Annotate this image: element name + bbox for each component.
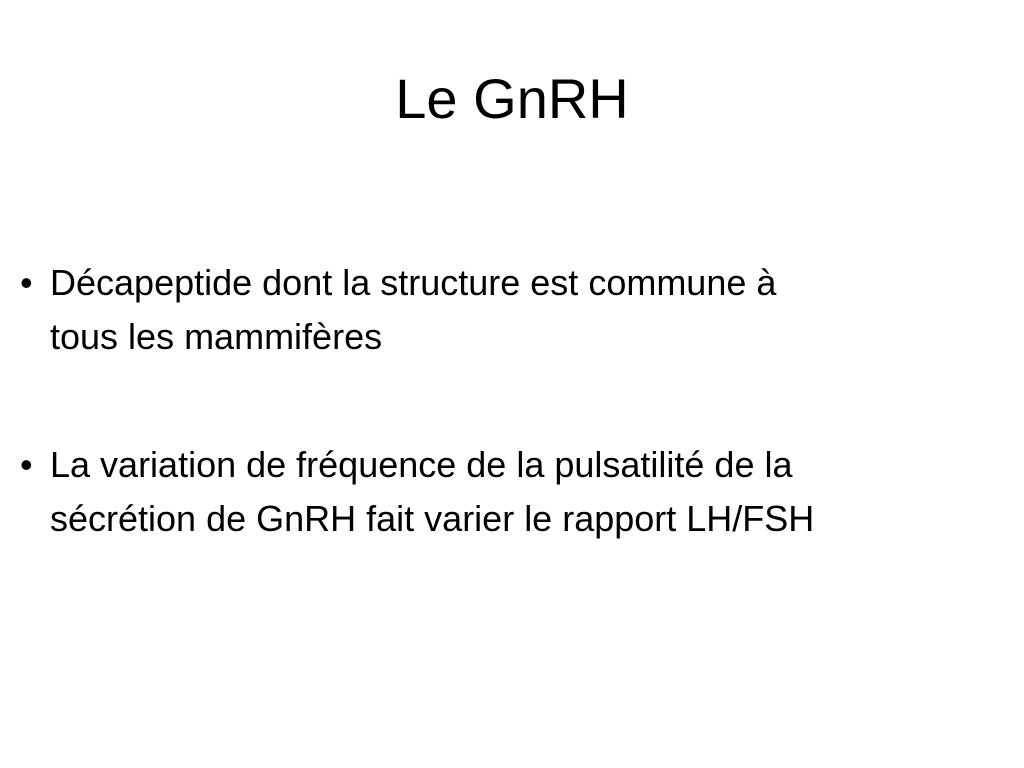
bullet-marker: • xyxy=(20,262,33,303)
bullet-item-1 xyxy=(20,256,1020,364)
bullet-1-line-2: tous les mammifères xyxy=(50,316,383,357)
bullet-2-line-1: La variation de fréquence de la pulsatilité de la xyxy=(50,444,793,485)
slide-title: Le GnRH xyxy=(395,67,629,130)
bullet-2-line-2: sécrétion de GnRH fait varier le rapport LH/FSH xyxy=(50,498,815,539)
bullet-item-2 xyxy=(20,438,1020,546)
bullet-list xyxy=(20,256,1020,620)
bullet-1-line-1: Décapeptide dont la structure est commune à xyxy=(50,262,777,303)
bullet-marker: • xyxy=(20,444,33,485)
